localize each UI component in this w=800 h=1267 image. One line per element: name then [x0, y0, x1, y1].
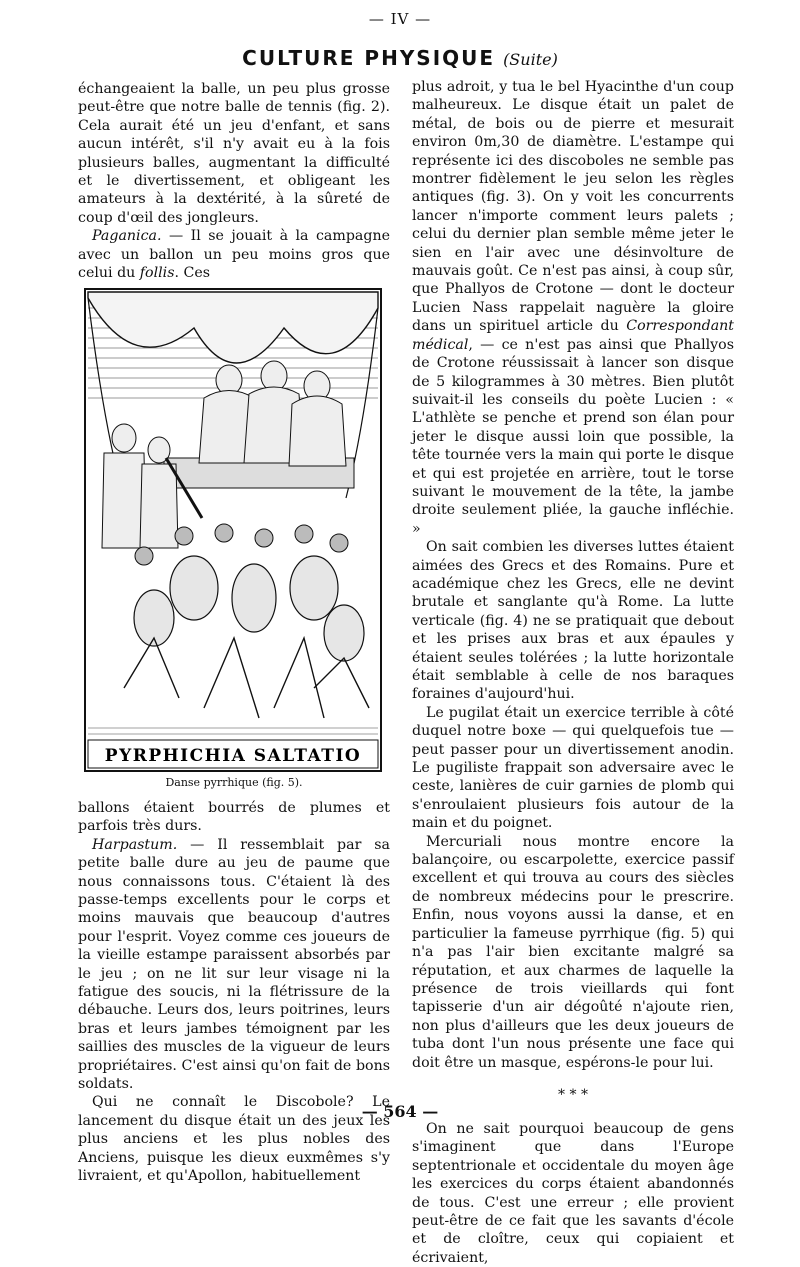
paragraph: échangeaient la balle, un peu plus grosse peut-être que notre balle de tennis (fig. 2). Cela aurait été un jeu d'enfant, et sans aucun intérêt, s'il n'y avait eu à la fois plusieurs balles, augmentant la difficulté et le divertissement, et obligeant les amateurs à la dextérité, à la sûreté de coup d'œil des jongleurs.: [78, 81, 390, 226]
article-title: CULTURE PHYSIQUE: [242, 46, 496, 70]
right-column: [412, 78, 734, 1267]
top-folio: — IV —: [368, 10, 432, 28]
journal-title: Correspondant médical: [412, 318, 734, 353]
paragraph-text: — Il ressemblait par sa petite balle dure au jeu de paume que nous connaissons tous. C'étaient là des passe-temps excellents pour le corps et moins mauvais que beaucoup d'autres pour l'esprit. Voyez comme ces joueurs de la vieille estampe paraissent absorbés par le jeu ; on ne lit sur leur visage ni la fatigue des soucis, ni la flétrissure de la débauche. Leurs dos, leurs poitrines, leurs bras et leurs jambes témoignent par les saillies des muscles de la vigueur de leurs propriétaires. C'est ainsi qu'on fait de bons soldats.: [78, 836, 390, 1092]
section-break-asterism: * * *: [558, 1086, 588, 1103]
paragraph: ballons étaient bourrés de plumes et parfois très durs.: [78, 799, 390, 835]
figure-caption: Danse pyrrhique (fig. 5).: [165, 776, 303, 790]
term-paganica: Paganica.: [92, 228, 162, 245]
left-column: [78, 80, 390, 1185]
paragraph-text: , — ce n'est pas ainsi que Phallyos de Crotone réussissait à lancer son disque de 5 kilogrammes à 30 mètres. Bien plutôt suivait-il les conseils du poète Lucien : « L'athlète se penche et prend son élan pour jeter le disque aussi loin que possible, la tête tournée vers la main qui porte le disque et qui est projetée en arrière, tout le torse suivant le mouvement de la tête, la jambe droite seulement pliée, la gauche infléchie. »: [412, 336, 734, 537]
paragraph: Le pugilat était un exercice terrible à côté duquel notre boxe — qui quelquefois tue — peut passer pour un divertissement anodin. Le pugiliste frappait son adversaire avec le ceste, lanières de cuir garnies de plomb qui s'enroulaient plusieurs fois autour de la main et du poignet.: [412, 704, 734, 832]
term-harpastum: Harpastum.: [92, 836, 178, 853]
page-header: [0, 46, 800, 70]
paragraph-paganica: [78, 227, 390, 282]
paragraph-text: — Il se jouait à la campagne avec un ballon un peu moins gros que celui du: [78, 228, 390, 282]
engraving-image: [84, 288, 382, 772]
paragraph: On ne sait pourquoi beaucoup de gens s'imaginent que dans l'Europe septentrionale et occidentale du moyen âge les exercices du corps étaient abandonnés de tous. C'est une erreur ; elle provient peut-être de ce fait que les savants d'école et de cloître, ceux qui copiaient et écrivaient,: [412, 1120, 734, 1266]
paragraph: Qui ne connaît le Discobole? Le lancement du disque était un des jeux les plus anciens et les plus nobles des Anciens, puisque les dieux euxmêmes s'y livraient, et qu'Apollon, habituellement: [78, 1094, 390, 1184]
paragraph-harpastum: [78, 836, 390, 1094]
figure-inscription: PYRPHICHIA SALTATIO: [104, 746, 362, 767]
article-suite: (Suite): [503, 50, 558, 69]
paragraph: Mercuriali nous montre encore la balançoire, ou escarpolette, exercice passif excellent et qui trouva au cours des siècles de nombreux médecins pour le prescrire. Enfin, nous voyons aussi la danse, et en particulier la fameuse pyrrhique (fig. 5) qui n'a pas l'air bien excitante malgré sa réputation, et aux charmes de laquelle la présence de trois vieillards qui font tapisserie d'un air dégoûté n'ajoute rien, non plus d'ailleurs que les deux joueurs de tuba dont l'un nous présente une face qui doit être un masque, espérons-le pour lui.: [412, 833, 734, 1071]
paragraph-discus: [412, 78, 734, 538]
paragraph: On sait combien les diverses luttes étaient aimées des Grecs et des Romains. Pure et académique chez les Grecs, elle ne devint brutale et sanglante qu'à Rome. La lutte verticale (fig. 4) ne se pratiquait que debout et les prises aux bras et aux épaules y étaient seules tolérées ; la lutte horizontale était semblable à celle de nos baraques foraines d'aujourd'hui.: [412, 539, 734, 703]
page-number: — 564 —: [361, 1102, 439, 1121]
figure-pyrrhic-dance: [78, 288, 390, 792]
paragraph-text: . Ces: [174, 265, 211, 282]
paragraph-text: plus adroit, y tua le bel Hyacinthe d'un coup malheureux. Le disque était un palet de métal, de bois ou de pierre et mesurait environ 0m,30 de diamètre. L'estampe qui représente ici des discoboles ne semble pas montrer fidèlement le jeu selon les règles antiques (fig. 3). On y voit les concurrents lancer n'importe comment leurs palets ; celui du dernier plan semble même jeter le sien en l'air avec une désinvolture de mauvais goût. Ce n'est pas ainsi, à coup sûr, que Phallyos de Crotone — dont le docteur Lucien Nass rappelait naguère la gloire dans un spirituel article du: [412, 79, 734, 335]
term-follis: follis: [139, 265, 175, 282]
